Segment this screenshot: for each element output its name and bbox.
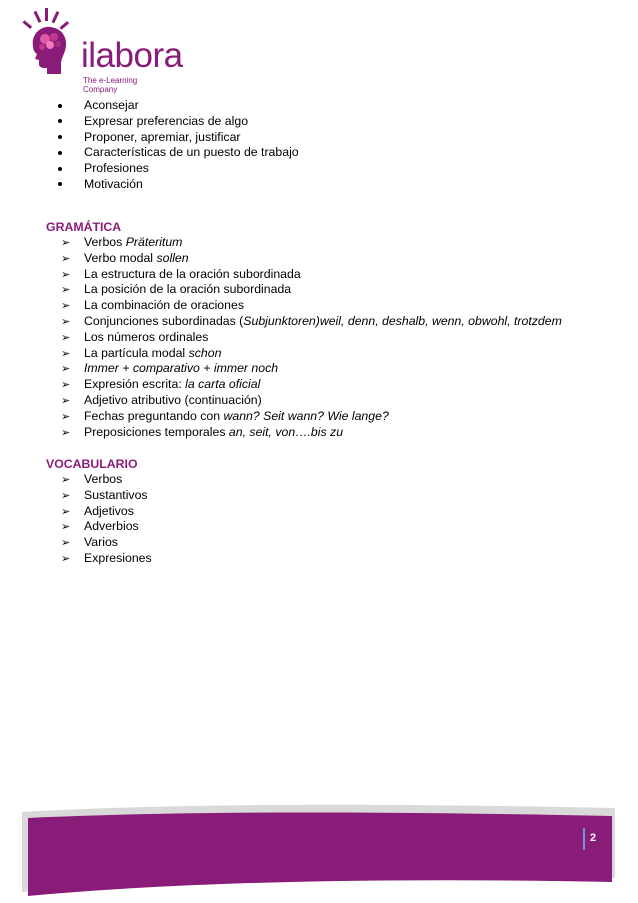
arrow-bullet-icon: ➢ [61,551,71,565]
arrow-bullet-icon: ➢ [61,488,71,502]
arrow-bullet-icon: ➢ [61,330,71,344]
arrow-bullet-icon: ➢ [61,251,71,265]
bullet-icon [58,104,62,108]
page-number-divider [583,828,585,850]
logo-wordmark: ilabora [81,36,183,75]
logo-tagline: The e-Learning Company [83,76,138,94]
arrow-bullet-icon: ➢ [61,267,71,281]
arrow-bullet-icon: ➢ [61,236,71,249]
bullet-icon [58,151,62,155]
arrow-bullet-icon: ➢ [61,346,71,360]
arrow-bullet-icon: ➢ [61,409,71,423]
arrow-bullet-icon: ➢ [61,299,71,313]
bullet-icon [58,119,62,123]
page-number: 2 [590,832,597,844]
section-heading-gramatica: GRAMÁTICA [46,220,122,234]
arrow-bullet-icon: ➢ [61,504,71,518]
head-logo-icon [17,8,79,80]
ilabora-logo [17,8,183,94]
arrow-bullet-icon: ➢ [61,520,71,534]
arrow-bullet-icon: ➢ [61,473,71,486]
footer-band [0,800,638,903]
arrow-bullet-icon: ➢ [61,283,71,297]
bullet-icon [58,182,62,186]
arrow-bullet-icon: ➢ [61,314,71,328]
arrow-bullet-icon: ➢ [61,425,71,439]
bullet-icon [58,167,62,171]
section-heading-vocabulario: VOCABULARIO [46,457,138,471]
arrow-bullet-icon: ➢ [61,378,71,392]
arrow-bullet-icon: ➢ [61,393,71,407]
arrow-bullet-icon: ➢ [61,536,71,550]
bullet-icon [58,135,62,139]
arrow-bullet-icon: ➢ [61,362,71,376]
